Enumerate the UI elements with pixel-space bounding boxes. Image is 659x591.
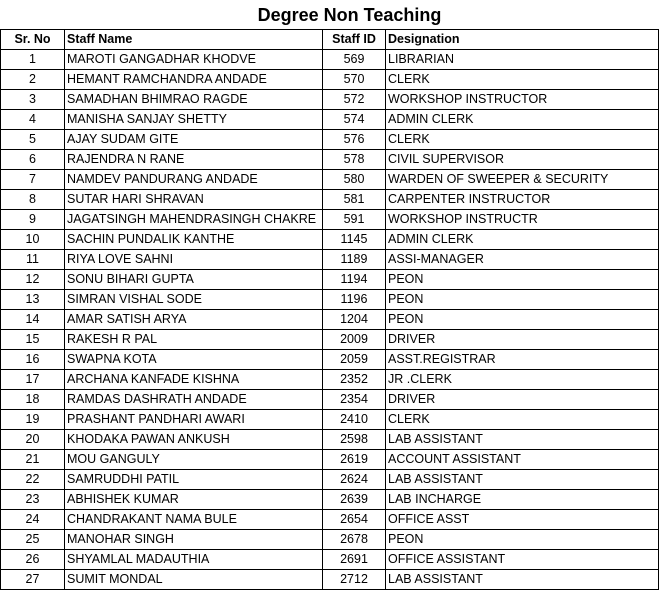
cell-sr-no[interactable]: 25 [1,530,65,550]
cell-staff-name[interactable]: SAMADHAN BHIMRAO RAGDE [65,90,323,110]
table-row [1,250,659,270]
table-row [1,330,659,350]
table-row [1,110,659,130]
header-sr-no[interactable]: Sr. No [1,30,65,50]
cell-staff-id[interactable]: 580 [323,170,386,190]
cell-designation[interactable]: ACCOUNT ASSISTANT [386,450,659,470]
cell-sr-no[interactable]: 13 [1,290,65,310]
cell-staff-id[interactable]: 1204 [323,310,386,330]
cell-designation[interactable]: DRIVER [386,330,659,350]
cell-sr-no[interactable]: 15 [1,330,65,350]
cell-staff-name[interactable]: CHANDRAKANT NAMA BULE [65,510,323,530]
cell-sr-no[interactable]: 14 [1,310,65,330]
table-body [1,50,659,590]
cell-designation[interactable]: PEON [386,270,659,290]
table-row [1,90,659,110]
staff-table [0,29,659,590]
table-row [1,490,659,510]
table-row [1,150,659,170]
cell-designation[interactable]: OFFICE ASST [386,510,659,530]
table-row [1,50,659,70]
table-row [1,230,659,250]
table-row [1,570,659,590]
cell-designation[interactable]: ADMIN CLERK [386,110,659,130]
table-row [1,270,659,290]
cell-staff-name[interactable]: RIYA LOVE SAHNI [65,250,323,270]
cell-designation[interactable]: CARPENTER INSTRUCTOR [386,190,659,210]
cell-staff-id[interactable]: 574 [323,110,386,130]
cell-designation[interactable]: LAB ASSISTANT [386,430,659,450]
cell-staff-name[interactable]: MAROTI GANGADHAR KHODVE [65,50,323,70]
cell-staff-id[interactable]: 2059 [323,350,386,370]
cell-staff-name[interactable]: SONU BIHARI GUPTA [65,270,323,290]
cell-staff-id[interactable]: 2354 [323,390,386,410]
cell-sr-no[interactable]: 7 [1,170,65,190]
cell-designation[interactable]: DRIVER [386,390,659,410]
cell-staff-id[interactable]: 569 [323,50,386,70]
table-row [1,550,659,570]
cell-staff-name[interactable]: SUMIT MONDAL [65,570,323,590]
cell-sr-no[interactable]: 18 [1,390,65,410]
cell-staff-id[interactable]: 2624 [323,470,386,490]
cell-staff-name[interactable]: PRASHANT PANDHARI AWARI [65,410,323,430]
cell-staff-name[interactable]: NAMDEV PANDURANG ANDADE [65,170,323,190]
cell-sr-no[interactable]: 1 [1,50,65,70]
cell-staff-name[interactable]: AMAR SATISH ARYA [65,310,323,330]
cell-staff-id[interactable]: 570 [323,70,386,90]
cell-staff-name[interactable]: SUTAR HARI SHRAVAN [65,190,323,210]
header-staff-id[interactable]: Staff ID [323,30,386,50]
cell-designation[interactable]: PEON [386,290,659,310]
cell-staff-name[interactable]: SACHIN PUNDALIK KANTHE [65,230,323,250]
header-staff-name[interactable]: Staff Name [65,30,323,50]
cell-staff-id[interactable]: 2712 [323,570,386,590]
cell-sr-no[interactable]: 5 [1,130,65,150]
cell-designation[interactable]: LIBRARIAN [386,50,659,70]
cell-staff-id[interactable]: 2009 [323,330,386,350]
cell-sr-no[interactable]: 16 [1,350,65,370]
cell-designation[interactable]: WORKSHOP INSTRUCTOR [386,90,659,110]
table-row [1,210,659,230]
cell-staff-id[interactable]: 1145 [323,230,386,250]
cell-designation[interactable]: ASST.REGISTRAR [386,350,659,370]
cell-staff-id[interactable]: 2598 [323,430,386,450]
cell-staff-id[interactable]: 1196 [323,290,386,310]
cell-staff-id[interactable]: 591 [323,210,386,230]
table-row [1,390,659,410]
table-row [1,470,659,490]
cell-sr-no[interactable]: 24 [1,510,65,530]
cell-designation[interactable]: LAB ASSISTANT [386,470,659,490]
header-row [1,30,659,50]
cell-staff-name[interactable]: KHODAKA PAWAN ANKUSH [65,430,323,450]
cell-sr-no[interactable]: 19 [1,410,65,430]
table-row [1,370,659,390]
cell-staff-id[interactable]: 578 [323,150,386,170]
cell-sr-no[interactable]: 21 [1,450,65,470]
table-row [1,450,659,470]
cell-staff-name[interactable]: MANOHAR SINGH [65,530,323,550]
cell-designation[interactable]: WARDEN OF SWEEPER & SECURITY [386,170,659,190]
cell-designation[interactable]: CLERK [386,410,659,430]
table-row [1,350,659,370]
cell-designation[interactable]: ADMIN CLERK [386,230,659,250]
table-row [1,430,659,450]
cell-staff-name[interactable]: ABHISHEK KUMAR [65,490,323,510]
cell-staff-name[interactable]: AJAY SUDAM GITE [65,130,323,150]
cell-designation[interactable]: PEON [386,310,659,330]
cell-staff-name[interactable]: MANISHA SANJAY SHETTY [65,110,323,130]
table-row [1,70,659,90]
table-row [1,410,659,430]
cell-staff-name[interactable]: MOU GANGULY [65,450,323,470]
cell-staff-name[interactable]: ARCHANA KANFADE KISHNA [65,370,323,390]
table-row [1,530,659,550]
cell-staff-name[interactable]: HEMANT RAMCHANDRA ANDADE [65,70,323,90]
cell-staff-id[interactable]: 2691 [323,550,386,570]
cell-designation[interactable]: WORKSHOP INSTRUCTR [386,210,659,230]
cell-staff-name[interactable]: JAGATSINGH MAHENDRASINGH CHAKRE [65,210,323,230]
cell-designation[interactable]: LAB INCHARGE [386,490,659,510]
cell-staff-id[interactable]: 1194 [323,270,386,290]
cell-staff-name[interactable]: RAMDAS DASHRATH ANDADE [65,390,323,410]
cell-staff-id[interactable]: 2678 [323,530,386,550]
cell-designation[interactable]: ASSI-MANAGER [386,250,659,270]
cell-sr-no[interactable]: 8 [1,190,65,210]
cell-designation[interactable]: LAB ASSISTANT [386,570,659,590]
cell-designation[interactable]: PEON [386,530,659,550]
header-designation[interactable]: Designation [386,30,659,50]
cell-staff-name[interactable]: SAMRUDDHI PATIL [65,470,323,490]
cell-staff-id[interactable]: 2410 [323,410,386,430]
cell-staff-name[interactable]: SWAPNA KOTA [65,350,323,370]
cell-staff-name[interactable]: SIMRAN VISHAL SODE [65,290,323,310]
cell-sr-no[interactable]: 11 [1,250,65,270]
table-row [1,310,659,330]
cell-staff-id[interactable]: 2352 [323,370,386,390]
cell-sr-no[interactable]: 17 [1,370,65,390]
cell-staff-id[interactable]: 576 [323,130,386,150]
cell-designation[interactable]: CLERK [386,70,659,90]
table-row [1,290,659,310]
table-row [1,130,659,150]
cell-sr-no[interactable]: 6 [1,150,65,170]
cell-designation[interactable]: CIVIL SUPERVISOR [386,150,659,170]
cell-sr-no[interactable]: 26 [1,550,65,570]
cell-sr-no[interactable]: 23 [1,490,65,510]
cell-sr-no[interactable]: 22 [1,470,65,490]
cell-staff-id[interactable]: 2654 [323,510,386,530]
table-row [1,190,659,210]
cell-sr-no[interactable]: 9 [1,210,65,230]
table-row [1,170,659,190]
cell-sr-no[interactable]: 4 [1,110,65,130]
cell-staff-name[interactable]: RAJENDRA N RANE [65,150,323,170]
cell-sr-no[interactable]: 2 [1,70,65,90]
table-row [1,510,659,530]
cell-sr-no[interactable]: 10 [1,230,65,250]
cell-staff-id[interactable]: 572 [323,90,386,110]
cell-staff-id[interactable]: 2639 [323,490,386,510]
cell-staff-id[interactable]: 581 [323,190,386,210]
cell-sr-no[interactable]: 20 [1,430,65,450]
cell-sr-no[interactable]: 3 [1,90,65,110]
cell-sr-no[interactable]: 12 [1,270,65,290]
cell-staff-name[interactable]: RAKESH R PAL [65,330,323,350]
cell-designation[interactable]: CLERK [386,130,659,150]
cell-staff-id[interactable]: 2619 [323,450,386,470]
cell-sr-no[interactable]: 27 [1,570,65,590]
page-title: Degree Non Teaching [257,5,442,25]
cell-designation[interactable]: OFFICE ASSISTANT [386,550,659,570]
cell-staff-name[interactable]: SHYAMLAL MADAUTHIA [65,550,323,570]
cell-designation[interactable]: JR .CLERK [386,370,659,390]
cell-staff-id[interactable]: 1189 [323,250,386,270]
